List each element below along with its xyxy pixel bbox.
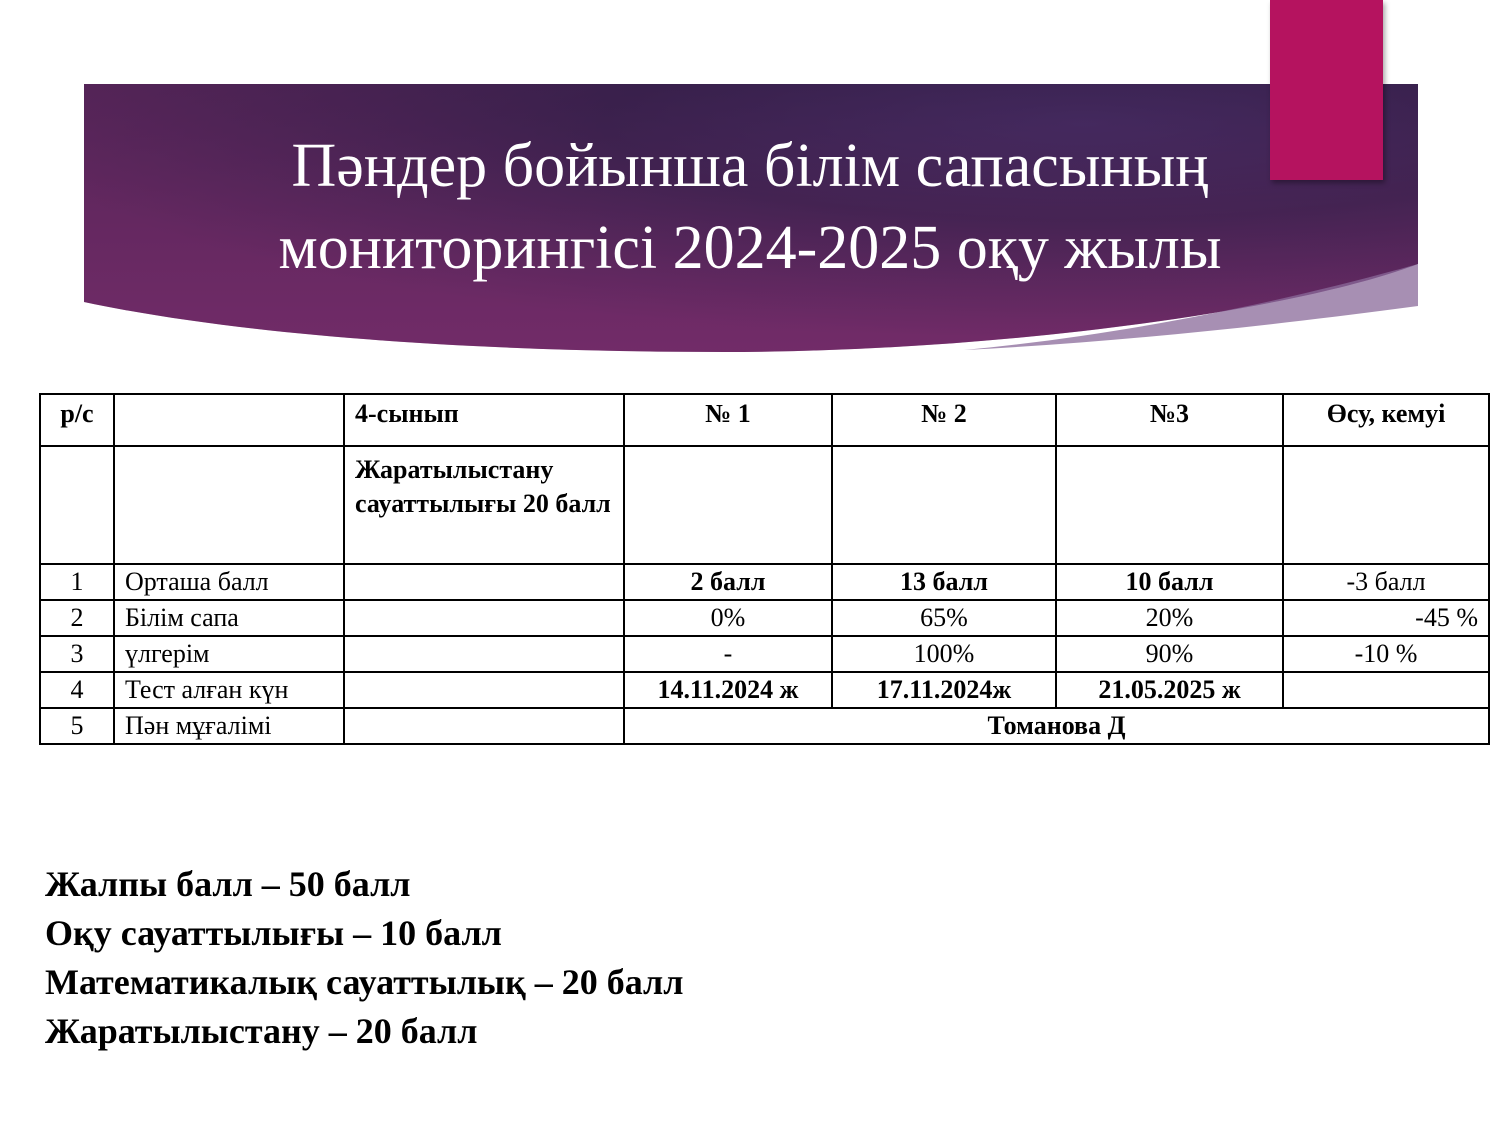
value-n3: 90%: [1056, 636, 1283, 672]
value-n1: -: [624, 636, 832, 672]
table-row: [40, 564, 1489, 600]
header-cell: № 1: [624, 394, 832, 446]
subject-cell: Жаратылыстану сауаттылығы 20 балл: [344, 446, 624, 564]
row-label: Пән мұғалімі: [114, 708, 344, 744]
empty-cell: [344, 672, 624, 708]
table-row: [40, 600, 1489, 636]
value-n3: 20%: [1056, 600, 1283, 636]
monitoring-table: [39, 393, 1490, 745]
header-cell: 4-сынып: [344, 394, 624, 446]
empty-cell: [344, 600, 624, 636]
value-n2: 13 балл: [832, 564, 1056, 600]
value-n1: 0%: [624, 600, 832, 636]
empty-cell: [344, 708, 624, 744]
subheader-cell: [1056, 446, 1283, 564]
table-row: [40, 636, 1489, 672]
subheader-cell: [40, 446, 114, 564]
row-label: Тест алған күн: [114, 672, 344, 708]
value-delta: -45 %: [1283, 600, 1489, 636]
value-delta: [1283, 672, 1489, 708]
table-header-row: [40, 394, 1489, 446]
note-line: Жалпы балл – 50 балл: [45, 864, 411, 904]
header-cell: № 2: [832, 394, 1056, 446]
slide-title: Пәндер бойынша білім сапасының мониторингісі 2024-2025 оқу жылы: [278, 132, 1222, 282]
header-cell: р/с: [40, 394, 114, 446]
accent-block: [1270, 0, 1383, 180]
subheader-cell: [624, 446, 832, 564]
value-n3: 21.05.2025 ж: [1056, 672, 1283, 708]
row-number: 2: [40, 600, 114, 636]
value-delta: -10 %: [1283, 636, 1489, 672]
header-cell: Өсу, кемуі: [1283, 394, 1489, 446]
value-n2: 65%: [832, 600, 1056, 636]
teacher-row: [40, 708, 1489, 744]
value-delta: -3 балл: [1283, 564, 1489, 600]
teacher-name: Томанова Д: [624, 708, 1489, 744]
note-line: Оқу сауаттылығы – 10 балл: [45, 913, 502, 953]
row-number: 3: [40, 636, 114, 672]
value-n2: 100%: [832, 636, 1056, 672]
value-n1: 2 балл: [624, 564, 832, 600]
score-notes: [45, 860, 683, 1056]
row-number: 5: [40, 708, 114, 744]
row-label: үлгерім: [114, 636, 344, 672]
value-n2: 17.11.2024ж: [832, 672, 1056, 708]
value-n1: 14.11.2024 ж: [624, 672, 832, 708]
row-label: Орташа балл: [114, 564, 344, 600]
subheader-cell: [832, 446, 1056, 564]
note-line: Математикалық сауаттылық – 20 балл: [45, 962, 684, 1002]
row-number: 4: [40, 672, 114, 708]
table-subheader-row: [40, 446, 1489, 564]
subheader-cell: [1283, 446, 1489, 564]
table-row: [40, 672, 1489, 708]
empty-cell: [344, 636, 624, 672]
header-cell: №3: [1056, 394, 1283, 446]
subheader-cell: [114, 446, 344, 564]
empty-cell: [344, 564, 624, 600]
row-label: Білім сапа: [114, 600, 344, 636]
row-number: 1: [40, 564, 114, 600]
header-cell: [114, 394, 344, 446]
value-n3: 10 балл: [1056, 564, 1283, 600]
note-line: Жаратылыстану – 20 балл: [45, 1011, 478, 1051]
